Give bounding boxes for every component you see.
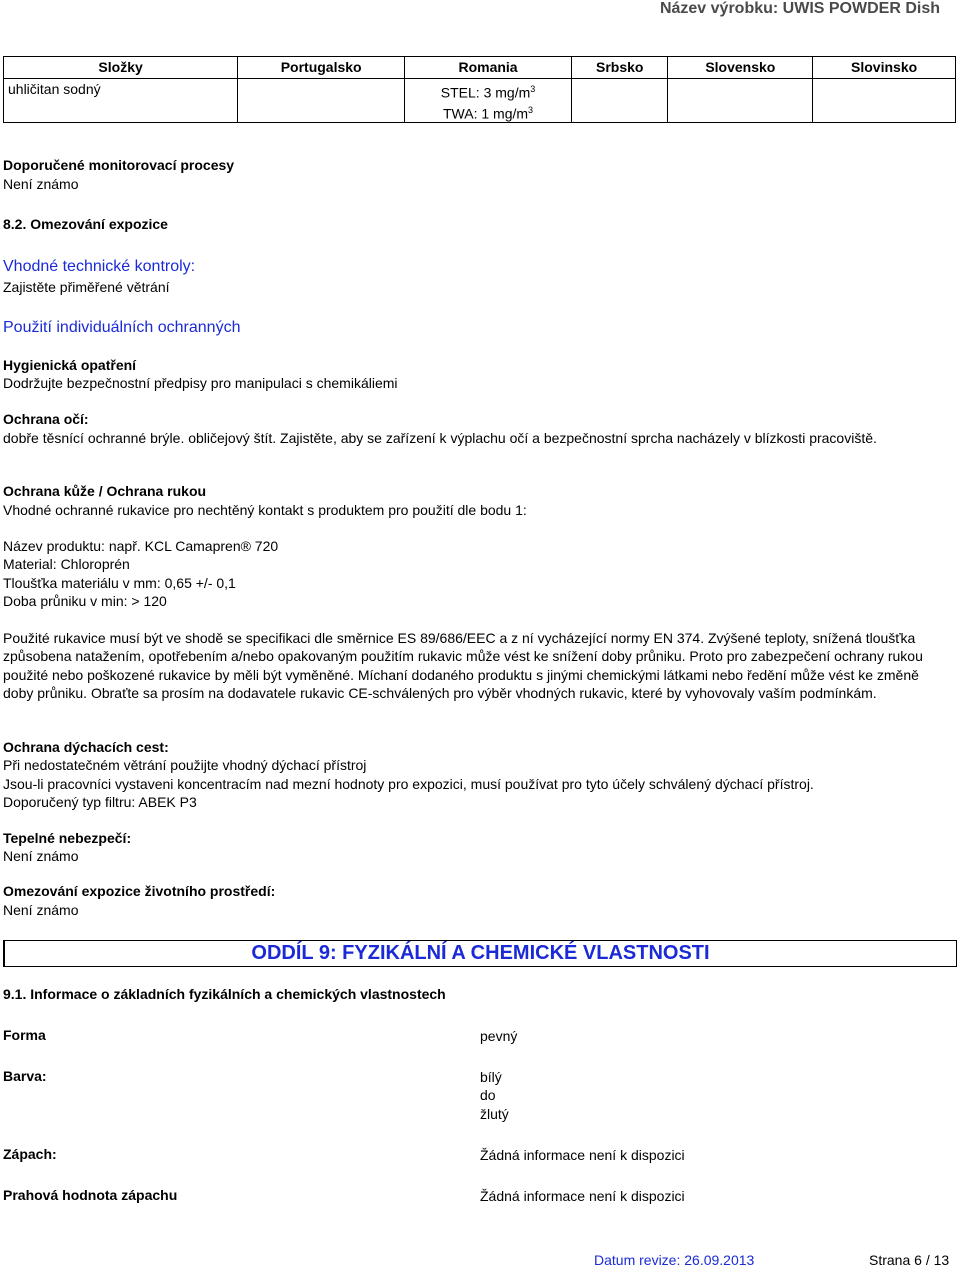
unit-superscript: 3 [530, 84, 536, 94]
page-number: Strana 6 / 13 [869, 1252, 950, 1268]
respiratory-line-1: Při nedostatečném větrání použijte vhodný dýchací přístroj [3, 757, 367, 773]
substance-name: uhličitan sodný [8, 81, 101, 97]
slovenia-cell [813, 79, 956, 123]
revision-date: Datum revize: 26.09.2013 [594, 1252, 755, 1268]
table-header-row [4, 57, 956, 79]
column-header: Složky [4, 57, 238, 79]
ppe-heading: Použití individuálních ochranných [3, 319, 241, 336]
glove-breakthrough: Doba průniku v min: > 120 [3, 593, 167, 609]
monitoring-heading: Doporučené monitorovací procesy [3, 157, 235, 173]
thermal-heading: Tepelné nebezpečí: [3, 830, 132, 846]
respiratory-heading: Ochrana dýchacích cest: [3, 739, 169, 755]
portugal-cell [238, 79, 405, 123]
eye-protection-text: dobře těsnící ochranné brýle. obličejový štít. Zajistěte, aby se zařízení k výplachu očí a bezpečnostní sprcha nacházely v blízkosti pracoviště. [3, 430, 877, 446]
glove-material: Material: Chloroprén [3, 556, 130, 572]
property-value-odor-threshold: Žádná informace není k dispozici [480, 1188, 685, 1204]
property-label-odor: Zápach: [3, 1146, 57, 1162]
property-value-odor: Žádná informace není k dispozici [480, 1147, 685, 1163]
table-row [4, 79, 956, 123]
respiratory-line-2: Jsou-li pracovníci vystaveni koncentracím nad mezní hodnoty pro expozici, musí používat pro tyto účely schválený dýchací přístroj. [3, 776, 814, 792]
glove-product-name: Název produktu: např. KCL Camapren® 720 [3, 538, 279, 554]
exposure-heading: 8.2. Omezování expozice [3, 216, 168, 232]
hygiene-value: Dodržujte bezpečnostní předpisy pro manipulaci s chemikáliemi [3, 375, 398, 391]
thermal-value: Není známo [3, 848, 79, 864]
substance-cell [4, 79, 238, 123]
eye-protection-heading: Ochrana očí: [3, 411, 89, 427]
technical-controls-heading: Vhodné technické kontroly: [3, 258, 196, 275]
romania-cell [405, 79, 572, 123]
glove-paragraph: Použité rukavice musí být ve shodě se specifikaci dle směrnice ES 89/686/EEC a z ní vycházející normy EN 374. Zvýšené teploty, snížená tloušťka způsobena natažením, opotřebením a/nebo opakovaným použitím rukavic může vést ke snížení doby průniku. Proto pro zabezpečení ochrany rukou použité nebo poškozené rukavice by měli být vyměněné. Míchaní dodaného produktu s jinými chemickými látkami nebo ředění může vést ke změně doby průniku. Obraťte sa prosím na dodavatele rukavic CE-schválených pro výběr vhodných rukavic, které by vyhovovaly vaším podmínkám. [3, 630, 923, 701]
property-value-color-3: žlutý [480, 1106, 509, 1122]
property-value-form: pevný [480, 1028, 518, 1044]
product-title: Název výrobku: UWIS POWDER Dish [659, 0, 940, 17]
property-label-color: Barva: [3, 1068, 47, 1084]
property-value-color-1: bílý [480, 1069, 502, 1085]
romania-stel: STEL: 3 mg/m [440, 84, 531, 101]
slovakia-cell [668, 79, 813, 123]
serbia-cell [571, 79, 668, 123]
section-9-header [3, 940, 957, 967]
column-header: Romania [405, 57, 572, 79]
section-9-subheading: 9.1. Informace o základních fyzikálních a chemických vlastnostech [3, 986, 446, 1002]
column-header: Slovensko [668, 57, 813, 79]
property-value-color-2: do [480, 1087, 496, 1103]
romania-twa: TWA: 1 mg/m [443, 105, 529, 122]
environmental-heading: Omezování expozice životního prostředí: [3, 883, 276, 899]
column-header: Slovinsko [813, 57, 956, 79]
skin-protection-intro: Vhodné ochranné rukavice pro nechtěný kontakt s produktem pro použití dle bodu 1: [3, 502, 527, 518]
glove-thickness: Tloušťka materiálu v mm: 0,65 +/- 0,1 [3, 575, 236, 591]
hygiene-heading: Hygienická opatření [3, 357, 137, 373]
section-9-title: ODDÍL 9: FYZIKÁLNÍ A CHEMICKÉ VLASTNOSTI [251, 942, 710, 964]
exposure-limits-table [3, 56, 956, 123]
unit-superscript: 3 [528, 104, 534, 115]
column-header: Srbsko [571, 57, 668, 79]
environmental-value: Není známo [3, 902, 79, 918]
property-label-form: Forma [3, 1027, 46, 1043]
monitoring-value: Není známo [3, 176, 79, 192]
column-header: Portugalsko [238, 57, 405, 79]
technical-controls-value: Zajistěte přiměřené větrání [3, 279, 170, 295]
property-label-odor-threshold: Prahová hodnota zápachu [3, 1187, 178, 1203]
respiratory-filter: Doporučený typ filtru: ABEK P3 [3, 794, 197, 810]
skin-protection-heading: Ochrana kůže / Ochrana rukou [3, 483, 207, 499]
